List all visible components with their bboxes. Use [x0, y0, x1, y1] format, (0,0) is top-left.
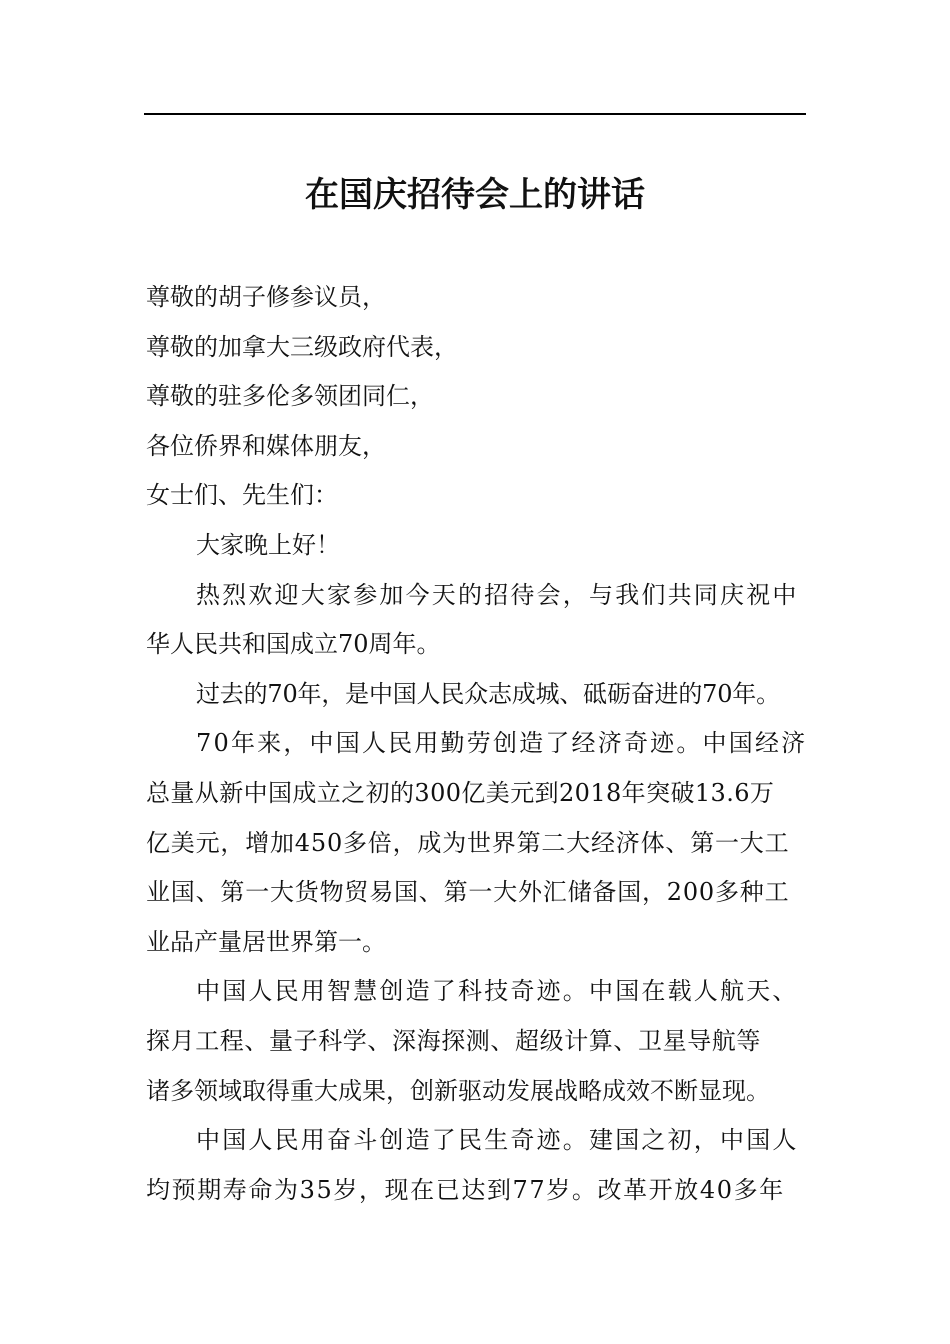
paragraph-line: 70年来，中国人民用勤劳创造了经济奇迹。中国经济 [196, 729, 808, 758]
salutation-line: 各位侨界和媒体朋友， [146, 431, 386, 460]
paragraph-welcome [146, 571, 806, 670]
document-body [146, 273, 806, 1215]
paragraph-greeting [146, 521, 806, 571]
salutation-line: 尊敬的胡子修参议员， [146, 283, 386, 311]
salutation-line: 尊敬的驻多伦多领团同仁， [146, 382, 434, 411]
paragraph-line: 中国人民用奋斗创造了民生奇迹。建国之初，中国人 [196, 1126, 799, 1155]
paragraph-line: 华人民共和国成立70周年。 [146, 630, 441, 659]
paragraph-line: 诸多领域取得重大成果，创新驱动发展战略成效不断显现。 [146, 1076, 770, 1105]
paragraph-line: 探月工程、量子科学、深海探测、超级计算、卫星导航等 [146, 1026, 761, 1055]
paragraph-line: 中国人民用智慧创造了科技奇迹。中国在载人航天、 [196, 977, 799, 1006]
header-rule [144, 113, 806, 115]
paragraph-past-70-years [146, 670, 806, 720]
paragraph-line: 热烈欢迎大家参加今天的招待会，与我们共同庆祝中 [196, 580, 799, 609]
paragraph-economic-miracle [146, 719, 806, 967]
paragraph-line: 大家晚上好！ [196, 530, 340, 559]
paragraph-line: 总量从新中国成立之初的300亿美元到2018年突破13.6万 [146, 778, 775, 807]
document-title: 在国庆招待会上的讲话 [305, 175, 645, 215]
paragraph-line: 业品产量居世界第一。 [146, 927, 386, 956]
paragraph-line: 亿美元，增加450多倍，成为世界第二大经济体、第一大工 [146, 828, 790, 857]
paragraph-livelihood-miracle [146, 1116, 806, 1215]
paragraph-line: 均预期寿命为35岁，现在已达到77岁。改革开放40多年 [146, 1175, 785, 1204]
paragraph-line: 过去的70年，是中国人民众志成城、砥砺奋进的70年。 [196, 679, 780, 708]
paragraph-tech-miracle [146, 967, 806, 1116]
paragraph-line: 业国、第一大货物贸易国、第一大外汇储备国，200多种工 [146, 878, 790, 907]
salutation-line: 尊敬的加拿大三级政府代表， [146, 332, 458, 361]
salutation-line: 女士们、先生们： [146, 481, 338, 510]
